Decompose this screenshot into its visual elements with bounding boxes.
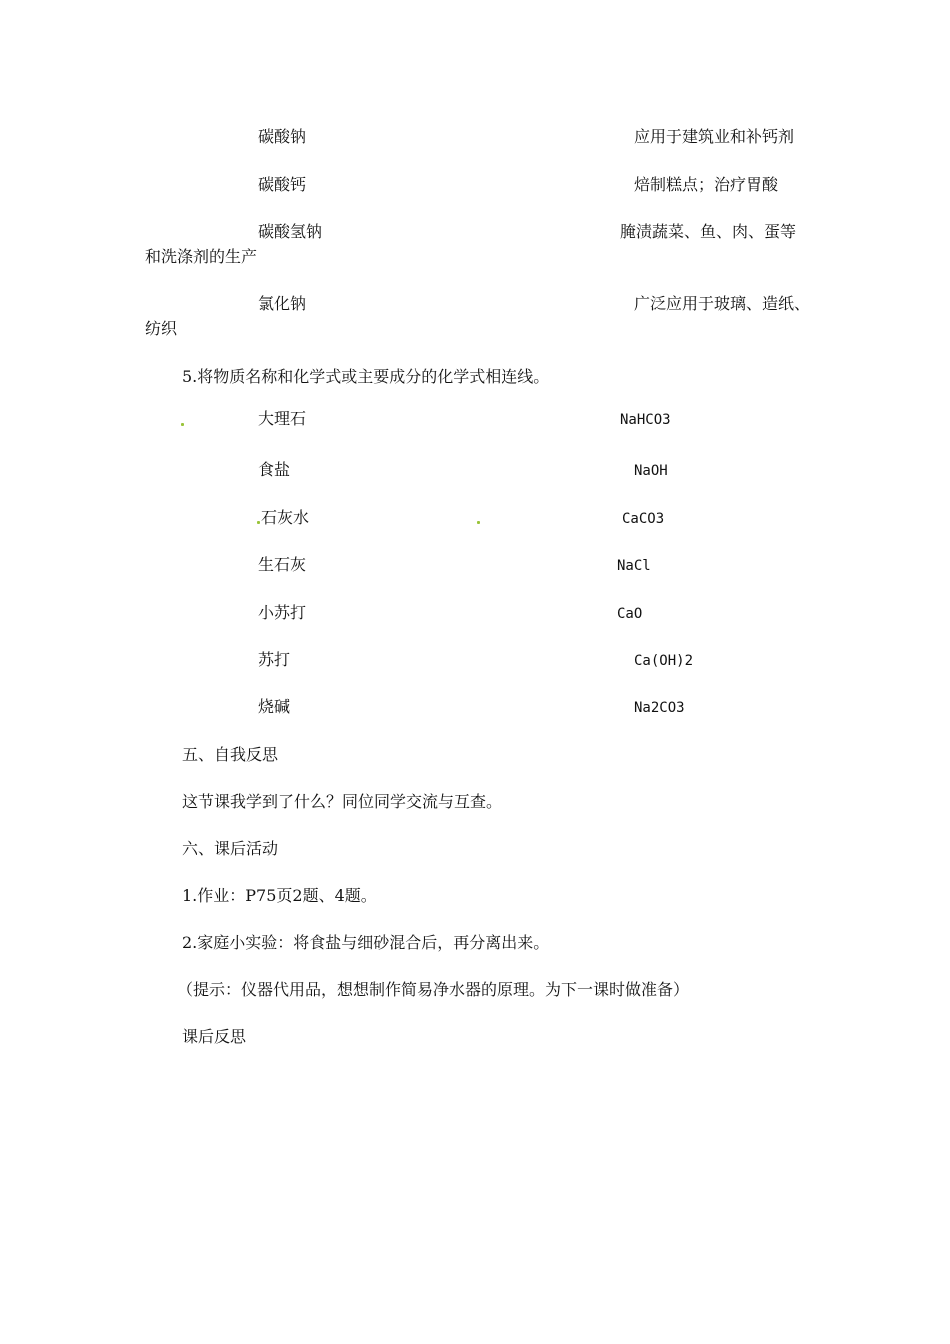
matching-name: 生石灰 xyxy=(258,555,307,574)
matching-formula: CaO xyxy=(617,606,643,622)
matching-name: 大理石 xyxy=(258,409,307,428)
matching-name: 小苏打 xyxy=(258,603,307,622)
matching-formula: NaHCO3 xyxy=(620,412,671,428)
matching-formula: NaCl xyxy=(617,558,651,574)
substance-use-continued: 纺织 xyxy=(145,319,178,338)
substance-use: 焙制糕点；治疗胃酸 xyxy=(634,175,779,194)
matching-formula: NaOH xyxy=(634,463,668,479)
substance-name: 碳酸氢钠 xyxy=(258,222,323,241)
substance-name: 碳酸钙 xyxy=(258,175,307,194)
marker-dot xyxy=(181,423,184,426)
substance-use-continued: 和洗涤剂的生产 xyxy=(145,247,258,266)
section-heading-after-class: 六、课后活动 xyxy=(182,839,279,858)
matching-name: 苏打 xyxy=(258,650,291,669)
substance-use: 广泛应用于玻璃、造纸、 xyxy=(634,294,811,313)
matching-name: 石灰水 xyxy=(261,508,310,527)
matching-formula: Ca(OH)2 xyxy=(634,653,694,669)
after-class-reflection-heading: 课后反思 xyxy=(182,1027,247,1046)
matching-name: 食盐 xyxy=(258,460,291,479)
substance-use: 腌渍蔬菜、鱼、肉、蛋等 xyxy=(620,222,797,241)
section-heading-self-reflection: 五、自我反思 xyxy=(182,745,279,764)
marker-dot xyxy=(257,521,260,524)
matching-formula: CaCO3 xyxy=(622,511,665,527)
substance-name: 碳酸钠 xyxy=(258,127,307,146)
home-experiment-item: 2.家庭小实验：将食盐与细砂混合后，再分离出来。 xyxy=(182,933,550,952)
hint-text: （提示：仪器代用品，想想制作简易净水器的原理。为下一课时做准备） xyxy=(177,980,690,999)
substance-name: 氯化钠 xyxy=(258,294,307,313)
substance-use: 应用于建筑业和补钙剂 xyxy=(634,127,795,146)
matching-name: 烧碱 xyxy=(258,697,291,716)
question-5-prompt: 5.将物质名称和化学式或主要成分的化学式相连线。 xyxy=(182,367,550,386)
marker-dot xyxy=(477,521,480,524)
homework-item: 1.作业：P75页2题、4题。 xyxy=(182,886,377,905)
matching-formula: Na2CO3 xyxy=(634,700,685,716)
self-reflection-text: 这节课我学到了什么？同位同学交流与互查。 xyxy=(182,792,503,811)
